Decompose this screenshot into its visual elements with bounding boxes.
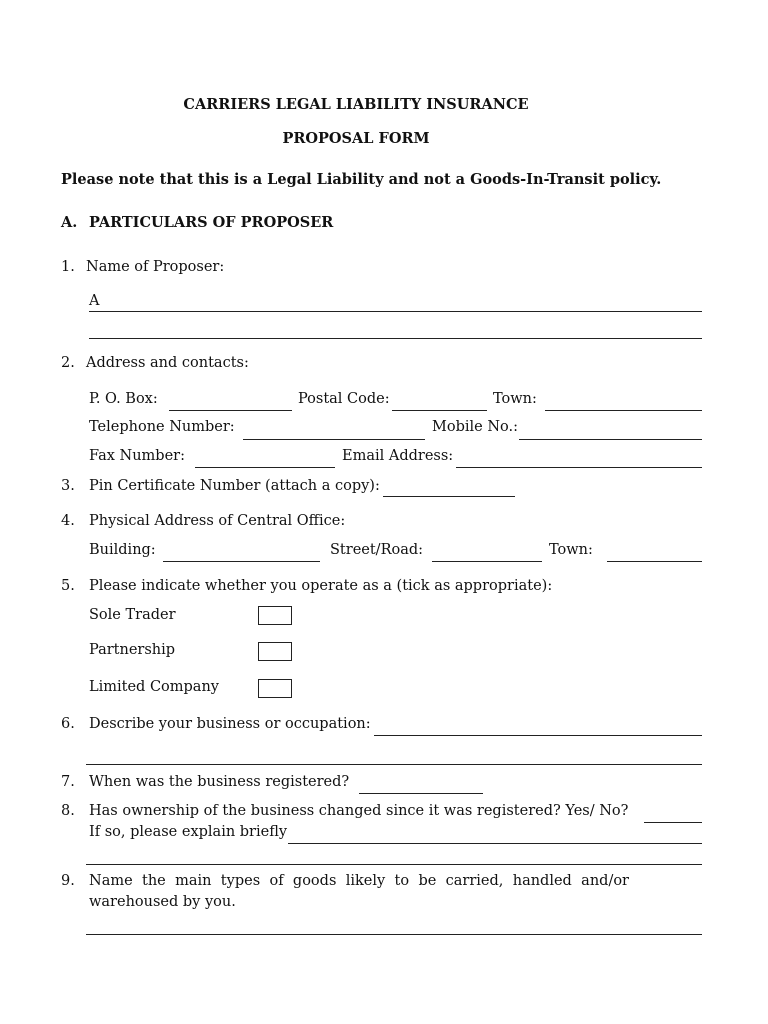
section-a-letter: A. (61, 214, 78, 231)
town-field[interactable] (545, 410, 702, 411)
ownership-changed-field[interactable] (644, 822, 702, 823)
q1-label: Name of Proposer: (86, 259, 225, 275)
proposer-name-line-2[interactable] (89, 338, 702, 339)
fax-field[interactable] (195, 467, 335, 468)
street-label: Street/Road: (330, 542, 424, 558)
partnership-checkbox[interactable] (258, 642, 292, 661)
telephone-field[interactable] (243, 439, 425, 440)
q6-label: Describe your business or occupation: (89, 716, 371, 732)
q1-number: 1. (61, 259, 75, 275)
fax-label: Fax Number: (89, 448, 185, 464)
building-field[interactable] (163, 561, 320, 562)
section-a-heading: PARTICULARS OF PROPOSER (89, 214, 334, 231)
email-field[interactable] (456, 467, 702, 468)
q9-label-line-1: Name the main types of goods likely to be carried, handled and/or (89, 873, 629, 889)
pin-certificate-field[interactable] (383, 496, 515, 497)
business-description-line-2[interactable] (86, 764, 702, 765)
town-label: Town: (493, 391, 537, 407)
goods-types-line[interactable] (86, 934, 702, 935)
policy-note: Please note that this is a Legal Liability and not a Goods-In-Transit policy. (61, 171, 662, 188)
ownership-explanation-line-1[interactable] (288, 843, 702, 844)
q2-number: 2. (61, 355, 75, 371)
street-field[interactable] (432, 561, 542, 562)
document-title: CARRIERS LEGAL LIABILITY INSURANCE (183, 96, 529, 113)
q3-label: Pin Certificate Number (attach a copy): (89, 478, 380, 494)
business-description-line-1[interactable] (374, 735, 702, 736)
limited-company-checkbox[interactable] (258, 679, 292, 698)
q5-number: 5. (61, 578, 75, 594)
postal-code-field[interactable] (392, 410, 487, 411)
q5-label: Please indicate whether you operate as a (tick as appropriate): (89, 578, 553, 594)
po-box-field[interactable] (169, 410, 292, 411)
document-subtitle: PROPOSAL FORM (282, 130, 430, 147)
sole-trader-checkbox[interactable] (258, 606, 292, 625)
partnership-label: Partnership (89, 642, 176, 658)
mobile-field[interactable] (519, 439, 702, 440)
proposer-name-value: A (89, 293, 100, 309)
mobile-label: Mobile No.: (432, 419, 518, 435)
ownership-explanation-line-2[interactable] (86, 864, 702, 865)
q9-label-line-2: warehoused by you. (89, 894, 236, 910)
sole-trader-label: Sole Trader (89, 607, 176, 623)
q6-number: 6. (61, 716, 75, 732)
q9-number: 9. (61, 873, 75, 889)
po-box-label: P. O. Box: (89, 391, 158, 407)
registration-date-field[interactable] (359, 793, 483, 794)
q2-label: Address and contacts: (86, 355, 249, 371)
building-label: Building: (89, 542, 156, 558)
office-town-field[interactable] (607, 561, 702, 562)
q8-sub-label: If so, please explain briefly (89, 824, 288, 840)
email-label: Email Address: (342, 448, 454, 464)
q8-number: 8. (61, 803, 75, 819)
q4-number: 4. (61, 513, 75, 529)
office-town-label: Town: (549, 542, 593, 558)
proposer-name-line-1[interactable] (89, 311, 702, 312)
telephone-label: Telephone Number: (89, 419, 235, 435)
q3-number: 3. (61, 478, 75, 494)
postal-code-label: Postal Code: (298, 391, 390, 407)
q7-number: 7. (61, 774, 75, 790)
q4-label: Physical Address of Central Office: (89, 513, 346, 529)
limited-company-label: Limited Company (89, 679, 219, 695)
q8-label: Has ownership of the business changed since it was registered? Yes/ No? (89, 803, 629, 819)
q7-label: When was the business registered? (89, 774, 350, 790)
